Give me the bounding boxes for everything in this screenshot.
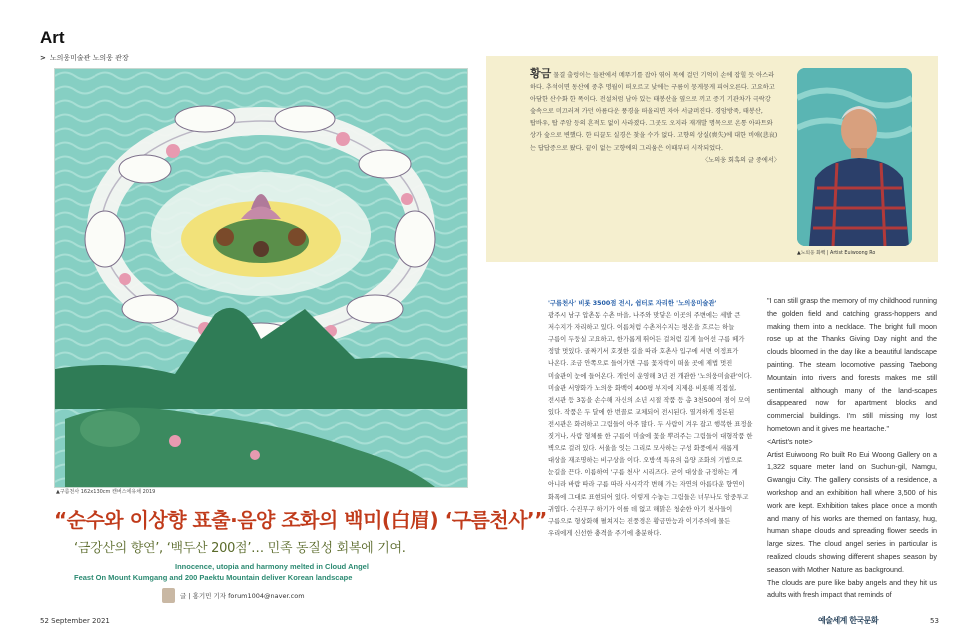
reporter-avatar <box>162 588 175 603</box>
folio-left: 52 September 2021 <box>40 617 110 625</box>
english-headline-1: Innocence, utopia and harmony melted in Cloud Angel <box>175 562 369 571</box>
artist-photo-svg <box>797 68 912 246</box>
artist-photo <box>797 68 912 246</box>
painting-cloud-angel <box>54 68 468 488</box>
quote-source: 〈노의웅 회혹의 글 중에서〉 <box>701 156 780 164</box>
english-paragraph: The clouds are pure like baby angels and they hit us adults with fresh impact that reminds of <box>767 577 937 600</box>
subheadline: ‘금강산의 향연’, ‘백두산 200점’… 민족 동질성 회복에 기여. <box>74 541 406 556</box>
painting-svg <box>55 69 467 487</box>
arrow-icon: > <box>40 54 46 62</box>
section-title: Art <box>40 28 65 47</box>
kicker <box>40 53 129 63</box>
painting-caption: ▲구름천사 162x130cm 캔버스에유채 2019 <box>56 489 156 495</box>
byline <box>162 588 305 603</box>
photo-caption: ▲노의웅 화백 | Artist Euiwoong Ro <box>797 251 876 256</box>
english-paragraph: "I can still grasp the memory of my childhood running the golden field and catching grass-hoppers and making them into a necklace. The bright full moon rose up at the Thanks Giving Day night and the clouds bloomed in the day like a beautiful landscape painting. The steam locomotive passing Taebong Mountain into rivers and forests makes me still sentimental although many of the land-scapes disappeared now for apartment blocks and commercial buildings. I'm still missing my lost hometown and it gives me heartache." <box>767 296 937 433</box>
folio-right: 53 <box>930 617 939 625</box>
english-paragraph: Artist Euiwoong Ro built Ro Eui Woong Gallery on a 1,322 square meter land on Suchun-gil, Namgu, Gwangju City. The gallery consists of a residence, a workshop and an exhibition hall where 3,500 of his work are kept. Exhibition takes place once a month and many of his works are themed on fantasy, hug, human shape clouds and spreading flower seeds in large sizes. The cloud angel series in particular is realized clouds showing different shapes season by season with Mother Nature as background. <box>767 449 937 574</box>
artist-quote <box>530 68 780 167</box>
kicker-text: 노의웅미술관 노의웅 관장 <box>49 54 129 62</box>
headline: “순수와 이상향 표출·음양 조화의 백미(白眉) ‘구름천사’” <box>54 508 547 532</box>
korean-body <box>548 298 753 540</box>
english-paragraph: <Artist's note> <box>767 436 813 446</box>
quote-first-word: 황금 <box>530 67 552 80</box>
english-headline-2: Feast On Mount Kumgang and 200 Paektu Mountain deliver Korean landscape <box>74 573 353 582</box>
brand-logo: 예술세계 한국문화 <box>818 616 879 625</box>
korean-text: 광주시 남구 압촌동 수촌 마을, 나주와 맞닿은 이곳의 주변에는 세발 큰 저수지가 자리하고 있다. 이름처럼 수촌저수지는 평온을 흐르는 하늘 구름이 두둥실 고요하고, 한가롭게 뛰어든 걸처럼 길게 늘어선 구름 떼가 정말 멋있다. 골짜기서 호젓한 길을 따라 호촌사 입구에 서면 이정표가 나온다. 조금 안쪽으로 들어가면 구름 꽃자락이 떠올 곳에 제법 멋진 미술관이 눈에 들어온다. 개인이 운영해 3년 전 개관한 '노의웅미술관'이다. 미술관 서양화가 노의웅 화백이 400평 부지에 지제용 비롯해 직접설, 전시관 등 3동을 손수해 자신의 소년 시절 작품 등 총 3천500여 점이 모여 있다. 작품은 두 달에 한 번꼴로 교체되어 전시된다. 열겨하게 정돈된 전시관은 화려하고 그림들이 아주 많다. 두 사람이 겨우 잡고 행복한 표정을 짓거나, 사람 형체를 한 구름이 미술에 꽃을 뿌려주는 그림들이 대형작품 한 벽으로 걸려 있다. 서울을 잇는 그리로 모사하는 구성 화풍에서 새롭게 대상을 재조명하는 비구상을 이다. 오방색 특유의 음양 조화의 기법으로 눈길을 끈다. 이름하여 '구름 천사' 시리즈다. 굳이 대상을 규정하는 게 아니라 바람 따라 구름 따라 사시각각 변해 가는 자연의 아름다운 향연이 화폭에 그대로 표현되어 있다. 이렇게 수놓는 그림들은 너무나도 암중투고 귀엽다. 수진무구 하기가 이를 데 없고 해맑은 청순한 아기 천사들이 구름으로 형상화해 펼쳐지는 진풍경은 황금만능과 이기주의에 물든 우리에게 신선한 충격을 주기에 충분하다. <box>548 312 753 537</box>
quote-body: 물결 출렁이는 들판에서 메뚜기를 잡아 엮어 목에 걸던 기억이 손에 잡힐 듯 아스라 하다. 추석이면 동산에 중추 명월이 떠오르고 낮에는 구름이 뭉게뭉게 피어오른다. 고요하고 아담한 산수화 한 폭이다. 전설처럼 남아 있는 태봉산을 옆으로 끼고 증기 기관차가 극락강 숲속으로 미끄러져 가던 아름다운 풍경을 떠올리면 자아 서글퍼진다. 경암방죽, 태봉산, 탑바우, 탑 주암 등의 흔적도 없이 사라졌다. 그곳도 오지라 재개발 명목으로 온통 아파트와 상가 숲으로 변했다. 한 티끌도 실경은 찾을 수가 없다. 고향의 상실(喪失)에 대한 비애(悲哀)는 답답증으로 왔다. 끝이 없는 고향에의 그리움은 이때부터 시작되었다. <box>530 72 778 152</box>
korean-lead: '구름천사' 비롯 3500점 전시, 쉼터로 자리한 '노의웅미술관' <box>548 300 717 307</box>
byline-text: 글 | 홍기민 기자 forum1004@naver.com <box>180 592 305 600</box>
english-body <box>767 295 937 602</box>
